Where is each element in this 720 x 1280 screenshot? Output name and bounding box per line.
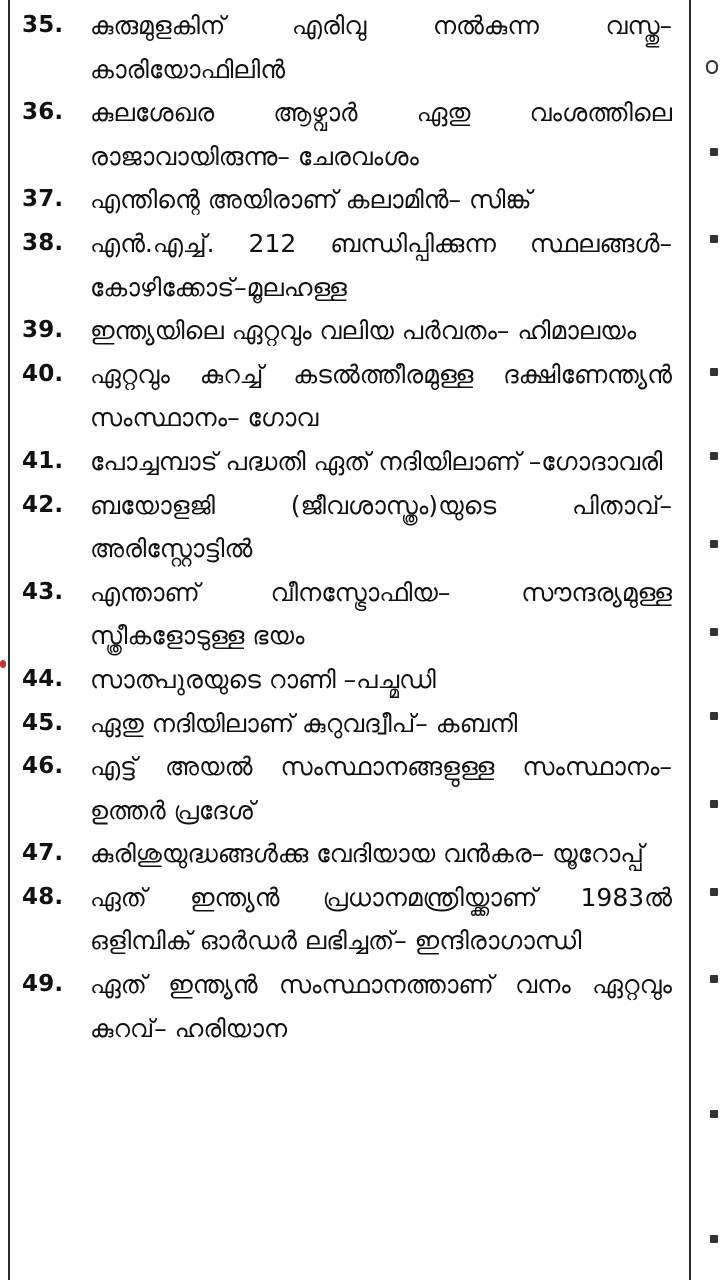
left-column-rule <box>8 0 10 1280</box>
list-item <box>22 353 672 440</box>
cropped-glyph <box>710 628 718 636</box>
list-item <box>22 4 672 91</box>
right-column-rule <box>689 0 691 1280</box>
item-text: ഏതു നദിയിലാണ് കുറുവദ്വീപ്– കബനി <box>90 708 518 738</box>
cropped-glyph <box>710 712 718 720</box>
item-text: ബയോളജി (ജീവശാസ്ത്രം)യുടെ പിതാവ്– അരിസ്റ്റോട്ടിൽ <box>90 490 672 564</box>
cropped-glyph <box>710 800 718 808</box>
item-text: ഏത് ഇന്ത്യൻ സംസ്ഥാനത്താണ് വനം ഏറ്റവും കുറവ്– ഹരിയാന <box>90 970 672 1043</box>
cropped-glyph <box>710 148 718 156</box>
list-item <box>22 876 672 963</box>
list-item <box>22 571 672 658</box>
cropped-glyph <box>710 888 718 896</box>
list-item <box>22 91 672 178</box>
cropped-glyph <box>710 975 718 983</box>
cropped-glyph <box>710 540 718 548</box>
list-item <box>22 963 672 1050</box>
item-number: 35. <box>22 12 64 38</box>
item-text: ഏറ്റവും കുറച്ച് കടൽത്തീരമുള്ള ദക്ഷിണേന്ത്യൻ സംസ്ഥാനം– ഗോവ <box>90 359 672 433</box>
question-list <box>22 4 672 1050</box>
item-text: എന്താണ് വീനസ്ട്രോഫിയ– സൗന്ദര്യമുള്ള സ്ത്രീകളോടുള്ള ഭയം <box>90 577 672 651</box>
item-text: എട്ട് അയൽ സംസ്ഥാനങ്ങളുള്ള സംസ്ഥാനം– ഉത്തർ പ്രദേശ് <box>90 752 672 825</box>
item-text: സാത്പുരയുടെ റാണി –പച്മഡി <box>90 664 436 694</box>
list-item <box>22 745 672 832</box>
item-text: എൻ.എച്ച്. 212 ബന്ധിപ്പിക്കുന്ന സ്ഥലങ്ങൾ– കോഴിക്കോട്–മൂലഹള്ള <box>90 228 672 302</box>
cropped-glyph <box>710 1110 718 1118</box>
item-number: 49. <box>22 971 64 998</box>
item-number: 46. <box>22 753 64 780</box>
cropped-glyph <box>710 1235 718 1243</box>
item-text: പോച്ചമ്പാട് പദ്ധതി ഏത് നദിയിലാണ് –ഗോദാവരി <box>90 446 663 476</box>
list-item <box>22 222 672 309</box>
item-number: 38. <box>22 229 64 256</box>
cropped-glyph <box>706 60 718 74</box>
item-number: 47. <box>22 840 64 867</box>
item-number: 36. <box>22 99 64 126</box>
item-text: എന്തിന്റെ അയിരാണ് കലാമിൻ– സിങ്ക് <box>90 185 532 215</box>
item-number: 44. <box>22 665 64 692</box>
item-number: 39. <box>22 317 64 344</box>
list-item <box>22 702 672 746</box>
list-item <box>22 309 672 353</box>
cropped-glyph <box>710 368 718 376</box>
item-number: 45. <box>22 709 64 736</box>
list-item <box>22 440 672 484</box>
item-number: 37. <box>22 186 64 213</box>
ink-mark <box>0 660 6 668</box>
cropped-glyph <box>710 235 718 243</box>
list-item <box>22 178 672 222</box>
item-text: കുരുമുളകിന് എരിവു നൽകുന്ന വസ്തു– കാരിയോഫിലിൻ <box>90 11 672 84</box>
item-number: 40. <box>22 360 64 387</box>
item-number: 48. <box>22 883 64 910</box>
item-text: ഏത് ഇന്ത്യൻ പ്രധാനമന്ത്രിയ്ക്കാണ് 1983ൽ ഒളിമ്പിക് ഓർഡർ ലഭിച്ചത്– ഇന്ദിരാഗാന്ധി <box>90 882 672 956</box>
list-item <box>22 658 672 702</box>
cropped-glyph <box>710 452 718 460</box>
item-number: 43. <box>22 578 64 605</box>
item-text: ഇന്ത്യയിലെ ഏറ്റവും വലിയ പർവതം– ഹിമാലയം <box>90 316 637 346</box>
item-number: 41. <box>22 447 64 474</box>
item-text: കുരിശുയുദ്ധങ്ങൾക്കു വേദിയായ വൻകര– യൂറോപ്പ് <box>90 839 644 869</box>
item-text: കുലശേഖര ആഴ്വാർ ഏതു വംശത്തിലെ രാജാവായിരുന്നു– ചേരവംശം <box>90 98 672 171</box>
list-item <box>22 484 672 571</box>
list-item <box>22 832 672 876</box>
item-number: 42. <box>22 491 64 518</box>
adjacent-column-edge <box>706 0 720 1280</box>
